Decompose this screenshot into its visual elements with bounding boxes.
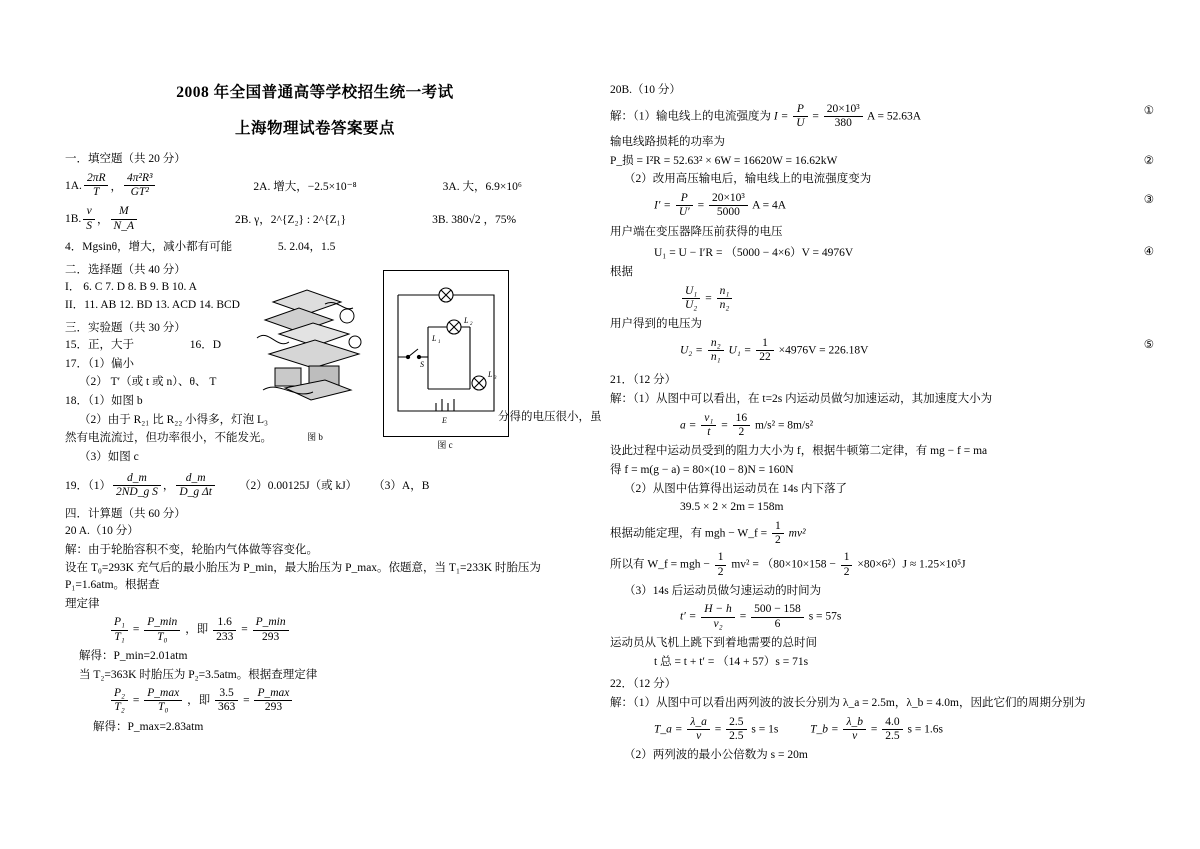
q20a-line-2: 设在 T₀=293K 充气后的最小胎压为 P_min，最大胎压为 P_max。依题意，当 T₁=233K 时胎压为 P₁=1.6atm。根据查 (65, 562, 541, 592)
q1a-fraction-2: $\frac{\text{4π²R³}}{\text{GT²}}$ (124, 172, 155, 199)
svg-text:S: S (420, 360, 424, 369)
q20b-line-1: ① 解：（1）输电线上的电流强度为 I = $\frac{P}{U}$ = $\frac{\text{20×10³}}{380}$ A = 52.63A (610, 102, 1154, 129)
q20a-equation-2: $\frac{\text{P₂}}{\text{T₂}}$ = $\frac{P\_\max}{\text{T₀}}$ ，即 $\frac{3.5}{363}$ = $\frac{P\_\max}{293}$ (109, 687, 565, 714)
figure-b-sketch (255, 268, 375, 428)
section-heading-experiment: 三．实验题（共 30 分） (65, 321, 186, 334)
q21-line-9: 运动员从飞机上跳下到着地需要的总时间 (610, 636, 817, 649)
q22-equation-periods: T_a = $\frac{\lambda\_a}{v}$ = $\frac{2.5}{2.5}$ s = 1s T_b = $\frac{\lambda\_b}{v}$ = $\frac{4.0}{2.5}$ s = 1.6s (654, 715, 944, 742)
q3a-answer: 3A. 大，6.9×10⁶ (442, 180, 522, 193)
q4-answer: 4．Mgsinθ，增大，减小都有可能 (65, 240, 233, 253)
q20b-equation-5: ⑤ U₂ = $\frac{\text{n₂}}{\text{n₁}}$ U₁ = $\frac{1}{22}$ ×4976V = 226.18V (680, 337, 1154, 364)
q21-line-3: 得 f = m(g − a) = 80×(10 − 8)N = 160N (610, 463, 794, 476)
q20b-line-9: 用户得到的电压为 (610, 318, 702, 331)
figure-c-circuit (383, 270, 509, 437)
q22-line-2: （2）两列波的最小公倍数为 s = 20m (624, 749, 808, 762)
q20b-line-7: ④ U₁ = U − I′R = （5000 − 4×6）V = 4976V (654, 246, 1154, 260)
svg-text:E: E (442, 416, 447, 425)
q1b-label: 1B. (65, 213, 82, 226)
q20b-line-4: （2）改用高压输电后，输电线上的电流强度变为 (624, 173, 872, 186)
q5-answer: 5. 2.04，1.5 (277, 240, 336, 253)
svg-text:L: L (432, 334, 437, 343)
experiment-figures (255, 268, 510, 453)
figure-c-caption: 图 c (437, 440, 453, 450)
svg-text:3: 3 (494, 376, 497, 381)
q19-part3: （3）A，B (373, 480, 430, 493)
q19-fraction-1: $\frac{d\_m}{\text{2ND\_g S}}$ (113, 472, 161, 499)
q15-answer: 15．正，大于 (65, 338, 134, 351)
q2a-answer: 2A. 增大，−2.5×10⁻⁸ (253, 180, 357, 193)
q21-equation-acceleration: a = $\frac{\text{v₁}}{t}$ = $\frac{16}{2}$ m/s² = 8m/s² (680, 411, 814, 439)
q20a-heading: 20 A.（10 分） (65, 525, 139, 538)
q19-label: 19．（1） (65, 480, 111, 493)
q21-heading: 21．（12 分） (610, 374, 677, 387)
answer-row-4-5 (65, 239, 565, 256)
q18-part4: （3）如图 c (79, 450, 139, 463)
answer-row-1b: 1B. $\frac{v}{S}$ ， $\frac{M}{N\_A}$ 2B. γ，2^{Z₂} : 2^{Z₁} 3B. 380√2 ，75% (65, 205, 517, 232)
q17-part1: 17．（1）偏小 (65, 357, 134, 370)
q21-line-6: 根据动能定理，有 mgh − W_f = $\frac{1}{2}$ mv² (610, 519, 806, 547)
q2b-answer: 2B. γ，2^{Z₂} : 2^{Z₁} (235, 214, 347, 227)
svg-text:L: L (488, 370, 493, 379)
q20b-equation-transformer: $\frac{\text{U₁}}{\text{U₂}}$ = $\frac{\text{n₁}}{\text{n₂}}$ (680, 285, 1170, 312)
page-title-line2: 上海物理试卷答案要点 (234, 120, 395, 137)
section-heading-multiple-choice: 二．选择题（共 40 分） (65, 263, 186, 276)
q21-equation-time: t′ = $\frac{H - h}{\text{v₂}}$ = $\frac{500 - 158}{6}$ s = 57s (680, 603, 842, 630)
q21-line-1: 解：（1）从图中可以看出，在 t=2s 内运动员做匀加速运动，其加速度大小为 (610, 393, 993, 406)
choice-row-2: II．11. AB 12. BD 13. ACD 14. BCD (65, 299, 240, 312)
q20a-line-4: 解得：P_min=2.01atm (79, 649, 188, 662)
answer-row-19: 19．（1） $\frac{d\_m}{\text{2ND\_g S}}$ ， $\frac{d\_m}{\text{D\_g Δt}}$ （2）0.00125J（或 kJ） （3）A，B (65, 471, 430, 498)
page-title-line1: 2008 年全国普通高等学校招生统一考试 (176, 84, 454, 101)
q20b-line-8: 根据 (610, 266, 633, 279)
q20a-line-6: 解得：P_max=2.83atm (93, 720, 204, 733)
choice-row-1: I． 6. C 7. D 8. B 9. B 10. A (65, 280, 197, 293)
q20a-line-3: 理定律 (65, 597, 100, 610)
q18-part1: 18．（1）如图 b (65, 394, 143, 407)
q1a-label: 1A. (65, 179, 82, 192)
right-column (610, 80, 1170, 766)
q21-line-5: 39.5 × 2 × 2m = 158m (680, 501, 784, 514)
q20b-line-3: ② P_损 = I²R = 52.63² × 6W = 16620W = 16.62kW (610, 154, 1154, 167)
q20b-heading: 20B.（10 分） (610, 84, 681, 96)
svg-text:2: 2 (470, 322, 473, 327)
q20a-line-1: 解：由于轮胎容积不变，轮胎内气体做等容变化。 (65, 543, 318, 556)
q20b-equation-2: ③ I′ = $\frac{P}{U'}$ = $\frac{\text{20×10³}}{5000}$ A = 4A (654, 192, 1154, 219)
q1b-fraction-2: $\frac{M}{N\_A}$ (111, 205, 137, 232)
q18-part3: 然有电流流过，但功率很小，不能发光。 (65, 432, 272, 445)
q1a-fraction-1: $\frac{2\pi R}{T}$ (84, 172, 109, 199)
q20b-line-2: 输电线路损耗的功率为 (610, 136, 725, 149)
section-heading-fill-in: 一．填空题（共 20 分） (65, 153, 186, 165)
q21-line-2: 设此过程中运动员受到的阻力大小为 f，根据牛顿第二定律，有 mg − f = ma (610, 445, 988, 458)
q19-part2: （2）0.00125J（或 kJ） (238, 480, 358, 493)
figure-b-caption: 图 b (307, 432, 323, 442)
q16-answer: 16．D (189, 338, 222, 351)
svg-text:1: 1 (438, 340, 441, 345)
q1b-fraction-1: $\frac{v}{S}$ (83, 205, 95, 232)
svg-text:L: L (464, 316, 469, 325)
q17-part2: （2） T′（或 t 或 n）、θ、 T (79, 376, 217, 389)
q19-fraction-2: $\frac{d\_m}{\text{D\_g Δt}}$ (176, 472, 215, 499)
q18-part2: （2）由于 R₂₁ 比 R₂₂ 小得多，灯泡 L₃ (79, 413, 269, 426)
q21-line-10: t 总 = t + t′ = （14 + 57）s = 71s (654, 655, 809, 668)
q20a-line-5: 当 T₂=363K 时胎压为 P₂=3.5atm。根据查理定律 (79, 668, 318, 681)
q18-side-note: 分得的电压很小，虽 (498, 411, 602, 423)
q20b-line-6: 用户端在变压器降压前获得的电压 (610, 225, 783, 238)
q21-line-4: （2）从图中估算得出运动员在 14s 内下落了 (624, 482, 847, 495)
q22-heading: 22．（12 分） (610, 678, 677, 691)
q21-line-7: 所以有 W_f = mgh − $\frac{1}{2}$ mv² = （80×10×158 − $\frac{1}{2}$ ×80×6²）J ≈ 1.25×10⁵J (610, 551, 966, 578)
q22-line-1: 解：（1）从图中可以看出两列波的波长分别为 λ_a = 2.5m，λ_b = 4.0m，因此它们的周期分别为 (610, 696, 1086, 709)
q20a-equation-1: $\frac{\text{P₁}}{\text{T₁}}$ = $\frac{P\_\min}{\text{T₀}}$ ，即 $\frac{1.6}{233}$ = $\frac{P\_\min}{293}$ (109, 616, 565, 643)
answer-row-1a: 1A. $\frac{2\pi R}{T}$ ， $\frac{\text{4π²R³}}{\text{GT²}}$ 2A. 增大，−2.5×10⁻⁸ 3A. 大，6.9×10⁶ (65, 172, 522, 199)
section-heading-calculation: 四．计算题（共 60 分） (65, 508, 186, 521)
q3b-answer: 3B. 380√2 ，75% (432, 214, 517, 227)
q21-line-8: （3）14s 后运动员做匀速运动的时间为 (624, 584, 822, 597)
